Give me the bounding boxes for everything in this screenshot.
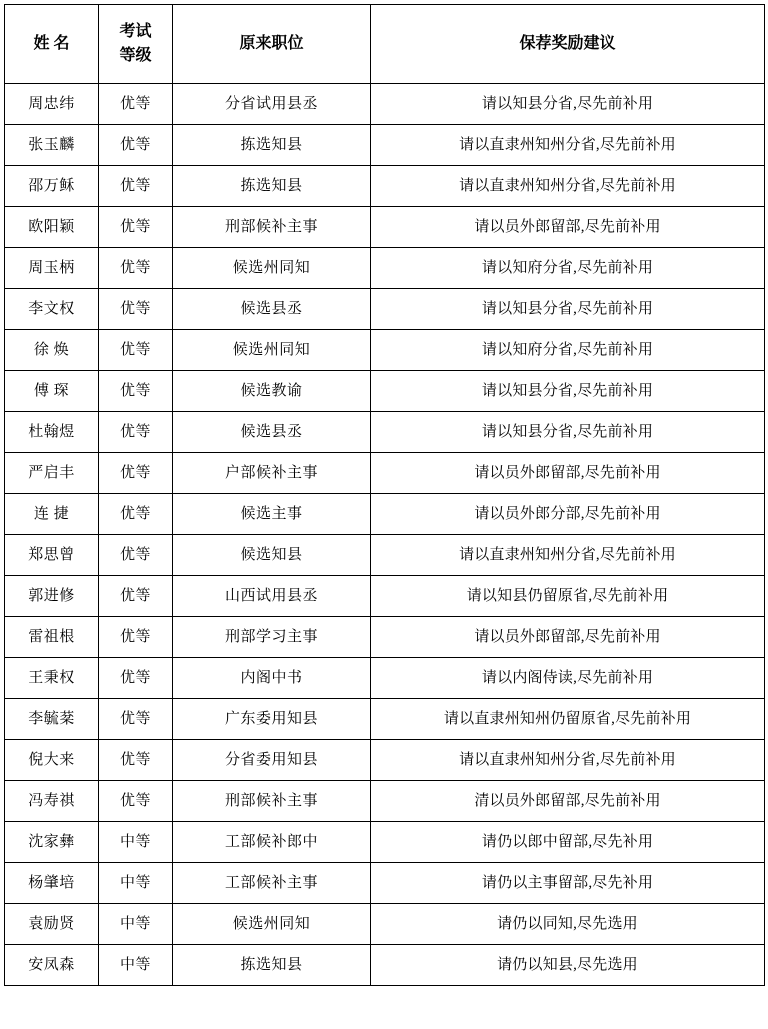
cell-grade: 中等 xyxy=(99,822,173,863)
table-row xyxy=(5,658,765,699)
cell-name: 杜翰煜 xyxy=(5,412,99,453)
table-body xyxy=(5,84,765,986)
cell-grade: 优等 xyxy=(99,740,173,781)
cell-recommendation: 请仍以主事留部,尽先补用 xyxy=(371,863,765,904)
cell-post: 内阁中书 xyxy=(173,658,371,699)
cell-name: 王秉权 xyxy=(5,658,99,699)
cell-grade: 优等 xyxy=(99,84,173,125)
table-row xyxy=(5,740,765,781)
cell-post: 候选州同知 xyxy=(173,904,371,945)
cell-post: 拣选知县 xyxy=(173,166,371,207)
cell-grade: 优等 xyxy=(99,494,173,535)
cell-post: 刑部候补主事 xyxy=(173,207,371,248)
cell-post: 工部候补郎中 xyxy=(173,822,371,863)
cell-post: 候选教谕 xyxy=(173,371,371,412)
cell-name: 欧阳颖 xyxy=(5,207,99,248)
table-row xyxy=(5,781,765,822)
table-row xyxy=(5,330,765,371)
table-row xyxy=(5,535,765,576)
cell-name: 杨肇培 xyxy=(5,863,99,904)
column-header-grade-line2: 等级 xyxy=(119,47,152,64)
cell-recommendation: 请仍以郎中留部,尽先补用 xyxy=(371,822,765,863)
cell-grade: 优等 xyxy=(99,330,173,371)
cell-recommendation: 请仍以知县,尽先选用 xyxy=(371,945,765,986)
cell-post: 候选州同知 xyxy=(173,330,371,371)
cell-post: 分省委用知县 xyxy=(173,740,371,781)
cell-name: 严启丰 xyxy=(5,453,99,494)
cell-recommendation: 请以直隶州知州分省,尽先前补用 xyxy=(371,740,765,781)
cell-name: 傅 琛 xyxy=(5,371,99,412)
cell-recommendation: 请以直隶州知州分省,尽先前补用 xyxy=(371,535,765,576)
cell-post: 候选知县 xyxy=(173,535,371,576)
cell-name: 李文权 xyxy=(5,289,99,330)
cell-grade: 优等 xyxy=(99,412,173,453)
cell-name: 郭进修 xyxy=(5,576,99,617)
cell-name: 安凤森 xyxy=(5,945,99,986)
cell-recommendation: 请以直隶州知州仍留原省,尽先前补用 xyxy=(371,699,765,740)
cell-name: 雷祖根 xyxy=(5,617,99,658)
cell-post: 刑部学习主事 xyxy=(173,617,371,658)
table-row xyxy=(5,289,765,330)
cell-recommendation: 请以知县分省,尽先前补用 xyxy=(371,371,765,412)
cell-grade: 优等 xyxy=(99,248,173,289)
cell-grade: 优等 xyxy=(99,453,173,494)
cell-name: 袁励贤 xyxy=(5,904,99,945)
cell-recommendation: 请以知府分省,尽先前补用 xyxy=(371,248,765,289)
table-header xyxy=(5,5,765,84)
cell-name: 冯寿祺 xyxy=(5,781,99,822)
cell-post: 分省试用县丞 xyxy=(173,84,371,125)
table-row xyxy=(5,166,765,207)
table-row xyxy=(5,371,765,412)
table-row xyxy=(5,945,765,986)
cell-recommendation: 请以直隶州知州分省,尽先前补用 xyxy=(371,166,765,207)
cell-name: 邵万稣 xyxy=(5,166,99,207)
cell-post: 候选州同知 xyxy=(173,248,371,289)
cell-post: 候选县丞 xyxy=(173,412,371,453)
cell-recommendation: 请以知县分省,尽先前补用 xyxy=(371,412,765,453)
cell-name: 连 捷 xyxy=(5,494,99,535)
cell-name: 周忠纬 xyxy=(5,84,99,125)
table-header-row xyxy=(5,5,765,84)
table-row xyxy=(5,125,765,166)
cell-post: 刑部候补主事 xyxy=(173,781,371,822)
column-header-grade xyxy=(99,5,173,84)
cell-grade: 优等 xyxy=(99,699,173,740)
examination-results-table xyxy=(4,4,765,986)
cell-grade: 优等 xyxy=(99,125,173,166)
table-row xyxy=(5,453,765,494)
cell-grade: 优等 xyxy=(99,166,173,207)
cell-post: 候选县丞 xyxy=(173,289,371,330)
table-row xyxy=(5,576,765,617)
table-row xyxy=(5,822,765,863)
table-row xyxy=(5,248,765,289)
cell-post: 广东委用知县 xyxy=(173,699,371,740)
cell-grade: 中等 xyxy=(99,863,173,904)
cell-grade: 中等 xyxy=(99,945,173,986)
cell-grade: 优等 xyxy=(99,371,173,412)
cell-name: 徐 焕 xyxy=(5,330,99,371)
table-row xyxy=(5,617,765,658)
cell-recommendation: 请以直隶州知州分省,尽先前补用 xyxy=(371,125,765,166)
column-header-name: 姓 名 xyxy=(5,5,99,84)
table-row xyxy=(5,863,765,904)
table-row xyxy=(5,412,765,453)
cell-recommendation: 请以知府分省,尽先前补用 xyxy=(371,330,765,371)
cell-post: 工部候补主事 xyxy=(173,863,371,904)
cell-name: 沈家彝 xyxy=(5,822,99,863)
cell-post: 拣选知县 xyxy=(173,945,371,986)
cell-grade: 优等 xyxy=(99,576,173,617)
cell-grade: 优等 xyxy=(99,207,173,248)
cell-grade: 优等 xyxy=(99,289,173,330)
cell-post: 拣选知县 xyxy=(173,125,371,166)
table-row xyxy=(5,207,765,248)
cell-grade: 优等 xyxy=(99,781,173,822)
cell-grade: 中等 xyxy=(99,904,173,945)
cell-recommendation: 请以知县仍留原省,尽先前补用 xyxy=(371,576,765,617)
column-header-recommendation: 保荐奖励建议 xyxy=(371,5,765,84)
cell-recommendation: 请以知县分省,尽先前补用 xyxy=(371,289,765,330)
cell-post: 户部候补主事 xyxy=(173,453,371,494)
cell-post: 候选主事 xyxy=(173,494,371,535)
table-row xyxy=(5,904,765,945)
cell-recommendation: 请以知县分省,尽先前补用 xyxy=(371,84,765,125)
cell-recommendation: 请仍以同知,尽先选用 xyxy=(371,904,765,945)
cell-grade: 优等 xyxy=(99,617,173,658)
cell-name: 李毓棻 xyxy=(5,699,99,740)
cell-name: 张玉麟 xyxy=(5,125,99,166)
column-header-grade-line1: 考试 xyxy=(119,23,152,40)
cell-recommendation: 清以员外郎留部,尽先前补用 xyxy=(371,781,765,822)
cell-name: 周玉柄 xyxy=(5,248,99,289)
table-row xyxy=(5,84,765,125)
cell-grade: 优等 xyxy=(99,658,173,699)
table-row xyxy=(5,699,765,740)
cell-name: 倪大来 xyxy=(5,740,99,781)
cell-post: 山西试用县丞 xyxy=(173,576,371,617)
table-row xyxy=(5,494,765,535)
column-header-post: 原来职位 xyxy=(173,5,371,84)
cell-recommendation: 请以员外郎分部,尽先前补用 xyxy=(371,494,765,535)
cell-recommendation: 请以员外郎留部,尽先前补用 xyxy=(371,617,765,658)
cell-recommendation: 请以员外郎留部,尽先前补用 xyxy=(371,207,765,248)
cell-recommendation: 请以内阁侍读,尽先前补用 xyxy=(371,658,765,699)
cell-recommendation: 请以员外郎留部,尽先前补用 xyxy=(371,453,765,494)
cell-grade: 优等 xyxy=(99,535,173,576)
cell-name: 郑思曾 xyxy=(5,535,99,576)
